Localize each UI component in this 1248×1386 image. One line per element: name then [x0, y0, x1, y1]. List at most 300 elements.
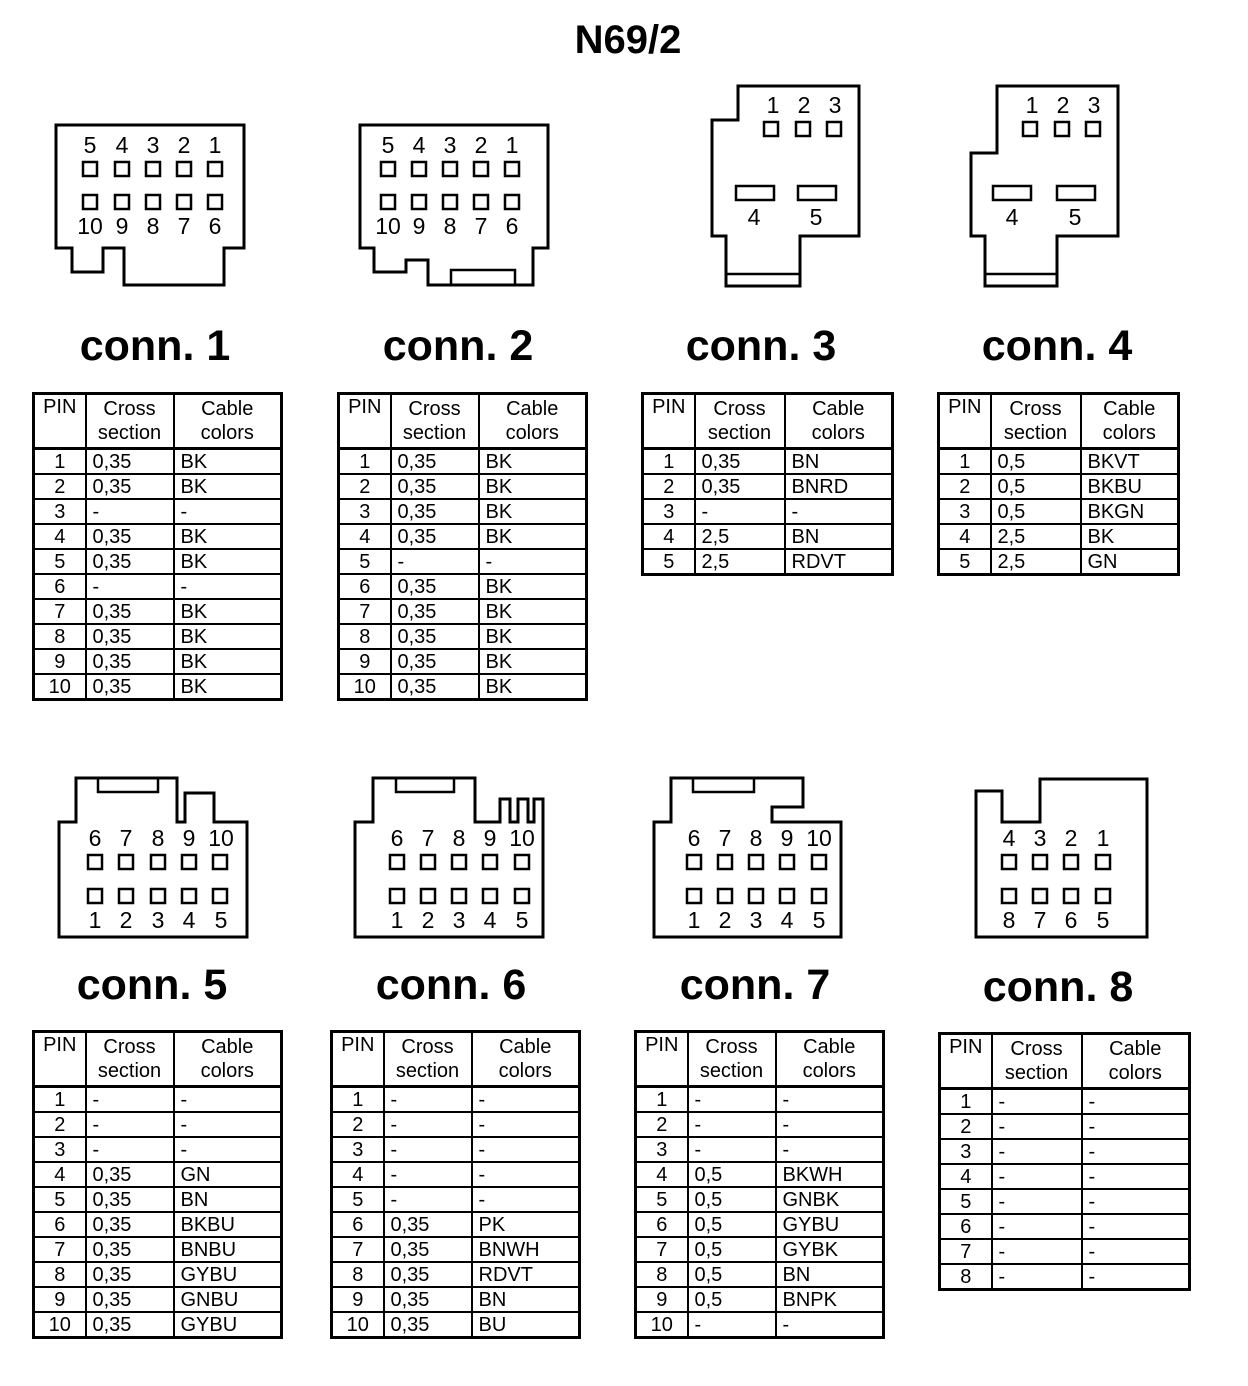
connector-8-pin-table: [938, 1032, 1191, 1291]
cross-section-cell: 0,35: [384, 1287, 472, 1312]
cross-section-cell: 0,35: [86, 1237, 174, 1262]
pin-cell: 5: [636, 1187, 688, 1212]
pin-cell: 7: [34, 599, 86, 624]
cross-section-column-header: [86, 394, 174, 449]
connector-7-pin-labels-bottom: [688, 907, 826, 933]
cross-section-cell: 0,35: [86, 449, 174, 475]
cross-section-cell: 0,35: [384, 1312, 472, 1338]
pin-label: 4: [412, 132, 426, 158]
pin-label: 9: [483, 825, 497, 851]
cable-color-cell: -: [174, 499, 282, 524]
cable-colors-column-header-text: Cable: [1103, 398, 1156, 420]
cable-color-cell: -: [174, 574, 282, 599]
table-row: [34, 1087, 282, 1113]
cable-color-cell: BK: [479, 449, 587, 475]
cable-colors-column-header-text: Cable: [201, 398, 254, 420]
cross-section-cell: 0,35: [391, 649, 479, 674]
pin-cell: 1: [940, 1089, 992, 1115]
pin-cell: 5: [939, 549, 991, 575]
cable-color-cell: BK: [479, 524, 587, 549]
cable-colors-column-header: [174, 394, 282, 449]
pin-column-header-text: PIN: [348, 396, 382, 418]
pin-column-header-text: PIN: [645, 1034, 679, 1056]
pin-label: 4: [182, 907, 196, 933]
pin-cell: 6: [34, 1212, 86, 1237]
connector-2-latch: [451, 270, 515, 285]
connector-5-pin-labels-top: [89, 825, 234, 851]
connector-2-pins: [381, 162, 519, 209]
table-row: [636, 1187, 884, 1212]
pin-column-header-text: PIN: [43, 396, 77, 418]
cable-colors-column-header-text: colors: [200, 422, 254, 444]
pin-label: 8: [749, 825, 763, 851]
pin-label: 2: [119, 907, 133, 933]
connector-1-label: conn. 1: [79, 322, 231, 370]
pin-label: 3: [828, 92, 842, 118]
cable-color-cell: -: [1082, 1139, 1190, 1164]
cable-color-cell: -: [776, 1137, 884, 1162]
cross-section-column-header-text: Cross: [103, 1036, 156, 1058]
cross-section-cell: -: [992, 1189, 1082, 1214]
cable-color-cell: BK: [479, 499, 587, 524]
pin-cell: 5: [643, 549, 695, 575]
table-row: [34, 624, 282, 649]
table-row: [636, 1312, 884, 1338]
pin-label: 8: [452, 825, 466, 851]
cross-section-column-header-text: Cross: [705, 1036, 758, 1058]
table-row: [34, 1162, 282, 1187]
pin-cell: 2: [332, 1112, 384, 1137]
pin-label: 9: [412, 213, 426, 239]
cable-colors-column-header: [785, 394, 893, 449]
cross-section-cell: -: [992, 1164, 1082, 1189]
cable-color-cell: BN: [785, 524, 893, 549]
cross-section-cell: 0,35: [86, 1187, 174, 1212]
cable-color-cell: GYBU: [174, 1262, 282, 1287]
cable-color-cell: GN: [1081, 549, 1179, 575]
cross-section-cell: 0,35: [86, 1312, 174, 1338]
pin-cell: 3: [34, 1137, 86, 1162]
pin-label: 10: [509, 825, 535, 851]
pin-label: 5: [381, 132, 395, 158]
pin-column-header-text: PIN: [43, 1034, 77, 1056]
table-row: [940, 1264, 1190, 1290]
pin-label: 10: [77, 213, 103, 239]
pin-cell: 4: [636, 1162, 688, 1187]
cross-section-cell: 2,5: [991, 524, 1081, 549]
pin-cell: 4: [939, 524, 991, 549]
pin-cell: 1: [939, 449, 991, 475]
pin-cell: 5: [940, 1189, 992, 1214]
pin-cell: 6: [332, 1212, 384, 1237]
table-row: [636, 1112, 884, 1137]
pin-cell: 9: [332, 1287, 384, 1312]
pin-cell: 3: [339, 499, 391, 524]
connector-8-label: conn. 8: [982, 963, 1134, 1011]
pin-label: 1: [208, 132, 222, 158]
table-row: [34, 1237, 282, 1262]
connector-2-pin-labels-bottom: [375, 213, 518, 239]
pin-cell: 1: [34, 1087, 86, 1113]
pin-cell: 6: [940, 1214, 992, 1239]
pin-column-header: [34, 1032, 86, 1087]
cable-colors-column-header: [479, 394, 587, 449]
cable-colors-column-header-text: colors: [498, 1060, 552, 1082]
table-row: [34, 1137, 282, 1162]
cable-color-cell: GN: [174, 1162, 282, 1187]
pin-cell: 2: [636, 1112, 688, 1137]
pin-label: 7: [421, 825, 435, 851]
cable-colors-column-header: [1082, 1034, 1190, 1089]
table-row: [34, 674, 282, 700]
connector-3-pin-table: [641, 392, 894, 576]
pin-label: 3: [443, 132, 457, 158]
pin-label: 7: [718, 825, 732, 851]
cross-section-column-header-text: section: [699, 1060, 764, 1082]
pin-cell: 3: [939, 499, 991, 524]
cross-section-cell: 0,5: [991, 449, 1081, 475]
cable-colors-column-header-text: colors: [200, 1060, 254, 1082]
pin-label: 2: [797, 92, 811, 118]
pin-label: 8: [146, 213, 160, 239]
page-title: N69/2: [574, 18, 682, 62]
pin-label: 4: [1002, 825, 1016, 851]
cable-color-cell: -: [1082, 1239, 1190, 1264]
pin-cell: 2: [939, 474, 991, 499]
pin-label: 8: [151, 825, 165, 851]
pin-cell: 5: [34, 1187, 86, 1212]
table-row: [34, 499, 282, 524]
table-row: [34, 574, 282, 599]
pin-label: 2: [1064, 825, 1078, 851]
cable-color-cell: -: [1082, 1164, 1190, 1189]
pin-cell: 4: [643, 524, 695, 549]
cross-section-cell: 0,35: [86, 549, 174, 574]
pin-cell: 2: [34, 1112, 86, 1137]
cable-color-cell: BU: [472, 1312, 580, 1338]
connector-7-pin-table: [634, 1030, 885, 1339]
table-row: [332, 1112, 580, 1137]
cable-color-cell: BK: [479, 599, 587, 624]
cross-section-cell: 2,5: [991, 549, 1081, 575]
cable-color-cell: -: [174, 1112, 282, 1137]
pin-cell: 4: [34, 1162, 86, 1187]
cross-section-cell: 0,35: [86, 649, 174, 674]
table-row: [339, 624, 587, 649]
cable-color-cell: BN: [776, 1262, 884, 1287]
connector-4-label: conn. 4: [981, 322, 1133, 370]
cross-section-cell: -: [391, 549, 479, 574]
pin-label: 9: [780, 825, 794, 851]
connector-8-pins: [1002, 855, 1110, 903]
connector-7-pin-labels-top: [688, 825, 832, 851]
pin-label: 6: [390, 825, 404, 851]
cable-color-cell: -: [472, 1187, 580, 1212]
table-row: [636, 1287, 884, 1312]
pin-column-header-text: PIN: [652, 396, 686, 418]
table-row: [339, 674, 587, 700]
table-row: [339, 574, 587, 599]
cable-color-cell: -: [785, 499, 893, 524]
pin-label: 6: [88, 825, 102, 851]
cross-section-cell: 0,35: [86, 1162, 174, 1187]
cross-section-cell: -: [384, 1162, 472, 1187]
cable-color-cell: -: [1082, 1089, 1190, 1115]
table-row: [643, 474, 893, 499]
pin-label: 2: [421, 907, 435, 933]
cable-colors-column-header-text: Cable: [499, 1036, 552, 1058]
cross-section-cell: 0,5: [991, 474, 1081, 499]
cable-colors-column-header-text: colors: [505, 422, 559, 444]
cross-section-column-header: [695, 394, 785, 449]
connector-1-pins: [83, 162, 222, 209]
table-row: [636, 1212, 884, 1237]
table-row: [939, 449, 1179, 475]
cable-colors-column-header-text: colors: [1108, 1062, 1162, 1084]
cross-section-cell: -: [86, 1087, 174, 1113]
pin-cell: 1: [643, 449, 695, 475]
connector-4-pin-labels-top: [1026, 92, 1101, 118]
pin-label: 2: [718, 907, 732, 933]
connector-3-pin-labels-top: [767, 92, 842, 118]
cable-color-cell: GYBK: [776, 1237, 884, 1262]
cable-color-cell: BNWH: [472, 1237, 580, 1262]
cross-section-cell: 0,35: [391, 499, 479, 524]
pin-cell: 7: [339, 599, 391, 624]
pin-label: 3: [452, 907, 466, 933]
cable-colors-column-header-text: Cable: [506, 398, 559, 420]
connector-7-label: conn. 7: [679, 961, 831, 1009]
connector-7-pins: [687, 855, 826, 903]
cable-color-cell: -: [472, 1087, 580, 1113]
connector-4-pin-table: [937, 392, 1180, 576]
pin-label: 2: [177, 132, 191, 158]
cross-section-cell: 0,35: [695, 474, 785, 499]
pin-label: 6: [687, 825, 701, 851]
pin-cell: 8: [940, 1264, 992, 1290]
table-row: [34, 649, 282, 674]
pin-label: 6: [1064, 907, 1078, 933]
cable-color-cell: BN: [174, 1187, 282, 1212]
connector-1-pin-labels-top: [84, 132, 222, 158]
table-row: [636, 1087, 884, 1113]
pin-label: 7: [119, 825, 133, 851]
cable-color-cell: -: [1082, 1114, 1190, 1139]
cable-color-cell: BKVT: [1081, 449, 1179, 475]
cross-section-column-header-text: Cross: [1010, 1038, 1063, 1060]
cable-colors-column-header: [174, 1032, 282, 1087]
cable-color-cell: GYBU: [776, 1212, 884, 1237]
pin-cell: 4: [34, 524, 86, 549]
pin-label: 1: [766, 92, 780, 118]
cross-section-cell: 2,5: [695, 524, 785, 549]
cable-colors-column-header: [1081, 394, 1179, 449]
pin-cell: 4: [339, 524, 391, 549]
cross-section-cell: 0,5: [688, 1287, 776, 1312]
table-row: [940, 1089, 1190, 1115]
pin-label: 3: [749, 907, 763, 933]
cross-section-cell: -: [86, 499, 174, 524]
cross-section-column-header-text: section: [707, 422, 772, 444]
table-row: [34, 549, 282, 574]
cross-section-cell: 0,35: [695, 449, 785, 475]
connector-2-pin-table: [337, 392, 588, 701]
table-row: [34, 1312, 282, 1338]
cable-color-cell: -: [174, 1137, 282, 1162]
pin-column-header: [339, 394, 391, 449]
pin-column-header: [643, 394, 695, 449]
cross-section-column-header: [384, 1032, 472, 1087]
table-row: [34, 524, 282, 549]
table-row: [643, 499, 893, 524]
table-row: [339, 524, 587, 549]
pin-cell: 5: [34, 549, 86, 574]
pin-cell: 10: [332, 1312, 384, 1338]
cross-section-cell: 0,35: [86, 624, 174, 649]
connector-2-label: conn. 2: [382, 322, 534, 370]
pin-cell: 9: [339, 649, 391, 674]
pin-label: 10: [208, 825, 234, 851]
cross-section-cell: 0,35: [384, 1237, 472, 1262]
pin-cell: 8: [636, 1262, 688, 1287]
cross-section-cell: -: [992, 1239, 1082, 1264]
cross-section-cell: -: [688, 1112, 776, 1137]
cable-color-cell: -: [472, 1162, 580, 1187]
table-row: [339, 649, 587, 674]
cross-section-column-header-text: Cross: [1009, 398, 1062, 420]
table-row: [643, 449, 893, 475]
pin-cell: 10: [34, 1312, 86, 1338]
cable-color-cell: GNBU: [174, 1287, 282, 1312]
cross-section-cell: -: [86, 574, 174, 599]
pin-cell: 1: [339, 449, 391, 475]
pin-label: 1: [1096, 825, 1110, 851]
cross-section-cell: -: [992, 1139, 1082, 1164]
cross-section-cell: -: [992, 1114, 1082, 1139]
pin-cell: 9: [636, 1287, 688, 1312]
table-row: [332, 1237, 580, 1262]
cross-section-cell: 0,35: [391, 474, 479, 499]
table-row: [332, 1162, 580, 1187]
cable-color-cell: BK: [479, 624, 587, 649]
cable-color-cell: BK: [174, 624, 282, 649]
table-row: [339, 549, 587, 574]
pin-column-header-text: PIN: [341, 1034, 375, 1056]
cross-section-cell: 2,5: [695, 549, 785, 575]
pin-label: 6: [208, 213, 222, 239]
pin-label: 5: [812, 907, 826, 933]
pin-cell: 10: [636, 1312, 688, 1338]
cross-section-cell: 0,35: [86, 599, 174, 624]
pin-column-header-text: PIN: [949, 1036, 983, 1058]
pin-label: 5: [214, 907, 228, 933]
cable-color-cell: BK: [479, 649, 587, 674]
cable-color-cell: BK: [1081, 524, 1179, 549]
cross-section-cell: 0,35: [86, 1287, 174, 1312]
pin-label: 7: [474, 213, 488, 239]
cross-section-column-header: [992, 1034, 1082, 1089]
table-row: [332, 1287, 580, 1312]
cross-section-cell: -: [688, 1312, 776, 1338]
connector-5-pin-table: [32, 1030, 283, 1339]
table-row: [939, 474, 1179, 499]
table-row: [34, 1262, 282, 1287]
pin-cell: 10: [34, 674, 86, 700]
pin-label: 5: [1068, 204, 1082, 230]
pin-cell: 7: [636, 1237, 688, 1262]
pin-label: 7: [177, 213, 191, 239]
pin-label: 5: [809, 204, 823, 230]
table-row: [339, 599, 587, 624]
table-row: [332, 1212, 580, 1237]
pin-cell: 6: [636, 1212, 688, 1237]
pin-cell: 6: [339, 574, 391, 599]
cable-color-cell: BK: [174, 524, 282, 549]
cross-section-cell: 0,35: [391, 574, 479, 599]
cross-section-column-header-text: Cross: [713, 398, 766, 420]
cable-color-cell: -: [472, 1137, 580, 1162]
pin-cell: 4: [332, 1162, 384, 1187]
pin-cell: 8: [339, 624, 391, 649]
table-row: [939, 499, 1179, 524]
pin-cell: 3: [332, 1137, 384, 1162]
table-row: [940, 1214, 1190, 1239]
pin-cell: 1: [332, 1087, 384, 1113]
pin-label: 1: [88, 907, 102, 933]
cable-color-cell: BN: [785, 449, 893, 475]
cable-color-cell: RDVT: [785, 549, 893, 575]
cross-section-column-header-text: Cross: [408, 398, 461, 420]
pin-cell: 8: [332, 1262, 384, 1287]
pin-label: 2: [474, 132, 488, 158]
cable-colors-column-header-text: colors: [1102, 422, 1156, 444]
pin-cell: 1: [34, 449, 86, 475]
pin-cell: 3: [636, 1137, 688, 1162]
pin-label: 1: [687, 907, 701, 933]
cross-section-cell: -: [384, 1187, 472, 1212]
cable-color-cell: BK: [174, 599, 282, 624]
pin-column-header-text: PIN: [948, 396, 982, 418]
cross-section-cell: -: [86, 1137, 174, 1162]
pin-cell: 2: [34, 474, 86, 499]
cable-color-cell: BNBU: [174, 1237, 282, 1262]
pin-label: 4: [483, 907, 497, 933]
cable-color-cell: BK: [479, 674, 587, 700]
table-row: [643, 524, 893, 549]
cross-section-cell: 0,5: [688, 1212, 776, 1237]
cross-section-cell: 0,5: [688, 1262, 776, 1287]
cable-color-cell: -: [1082, 1214, 1190, 1239]
pin-label: 4: [115, 132, 129, 158]
cross-section-cell: -: [384, 1087, 472, 1113]
pin-label: 5: [515, 907, 529, 933]
cable-color-cell: BNRD: [785, 474, 893, 499]
pin-label: 4: [1005, 204, 1019, 230]
cable-color-cell: BKBU: [174, 1212, 282, 1237]
pin-cell: 2: [643, 474, 695, 499]
table-row: [940, 1189, 1190, 1214]
cross-section-cell: -: [688, 1087, 776, 1113]
cable-colors-column-header: [472, 1032, 580, 1087]
cable-color-cell: BK: [174, 474, 282, 499]
pin-cell: 5: [332, 1187, 384, 1212]
table-row: [339, 474, 587, 499]
table-row: [339, 449, 587, 475]
cross-section-column-header-text: section: [402, 422, 467, 444]
cross-section-cell: 0,5: [688, 1162, 776, 1187]
cross-section-cell: 0,35: [391, 674, 479, 700]
cross-section-cell: 0,35: [86, 1212, 174, 1237]
